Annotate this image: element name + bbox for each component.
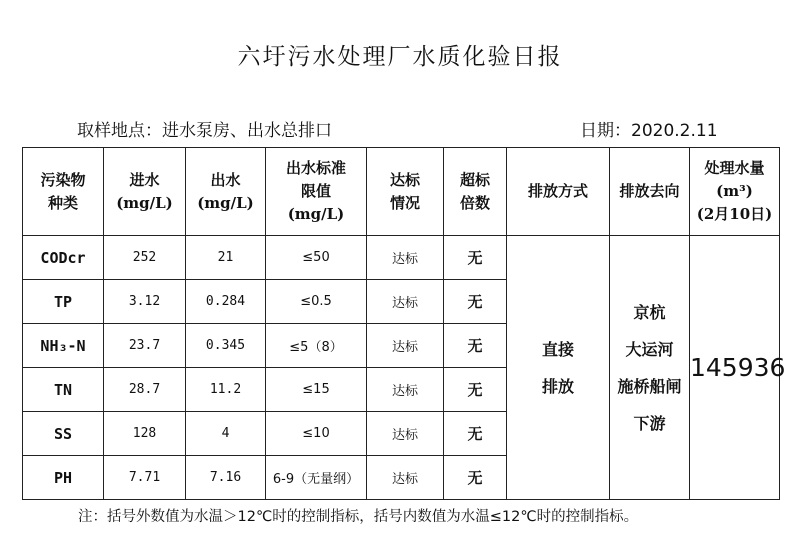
inflow-cell: 7.71 xyxy=(104,456,186,500)
outflow-cell: 0.345 xyxy=(186,324,266,368)
standard-cell: ≤5（8） xyxy=(266,324,367,368)
water-quality-table xyxy=(22,147,786,500)
exceed-cell: 无 xyxy=(444,280,507,324)
discharge-destination-line1: 京杭 xyxy=(633,302,666,322)
standard-cell: ≤10 xyxy=(266,412,367,456)
report-date: 日期：2020.2.11 xyxy=(580,121,718,141)
discharge-method-line2: 排放 xyxy=(541,376,574,396)
footnote: 注：括号外数值为水温＞12℃时的控制指标，括号内数值为水温≤12℃时的控制指标。 xyxy=(78,509,639,525)
header-exceed-line1: 超标 xyxy=(459,170,490,189)
header-standard xyxy=(266,148,367,236)
header-pollutant xyxy=(23,148,104,236)
standard-cell: 6-9（无量纲） xyxy=(266,456,367,500)
exceed-cell: 无 xyxy=(444,412,507,456)
table-row xyxy=(23,236,780,280)
header-compliance-line2: 情况 xyxy=(389,193,420,212)
standard-cell: ≤50 xyxy=(266,236,367,280)
header-exceed xyxy=(444,148,507,236)
pollutant-cell: PH xyxy=(23,456,104,500)
header-pollutant-line1: 污染物 xyxy=(40,170,86,189)
header-volume-line3: (2月10日) xyxy=(696,205,773,223)
treated-volume-cell: 145936 xyxy=(690,236,780,500)
inflow-cell: 128 xyxy=(104,412,186,456)
compliance-cell: 达标 xyxy=(367,324,444,368)
exceed-cell: 无 xyxy=(444,368,507,412)
sampling-location: 取样地点：进水泵房、出水总排口 xyxy=(77,121,332,141)
header-outflow-line1: 出水 xyxy=(210,170,241,189)
outflow-cell: 21 xyxy=(186,236,266,280)
discharge-destination-line4: 下游 xyxy=(633,413,666,433)
compliance-cell: 达标 xyxy=(367,412,444,456)
compliance-cell: 达标 xyxy=(367,368,444,412)
header-volume xyxy=(690,148,780,236)
header-pollutant-line2: 种类 xyxy=(47,193,78,212)
inflow-cell: 28.7 xyxy=(104,368,186,412)
header-exceed-line2: 倍数 xyxy=(459,193,490,212)
standard-cell: ≤0.5 xyxy=(266,280,367,324)
outflow-cell: 11.2 xyxy=(186,368,266,412)
pollutant-cell: CODcr xyxy=(23,236,104,280)
header-volume-line2: (m³) xyxy=(716,182,753,200)
header-inflow-line1: 进水 xyxy=(129,170,160,189)
header-volume-line1: 处理水量 xyxy=(704,159,765,177)
inflow-cell: 23.7 xyxy=(104,324,186,368)
outflow-cell: 0.284 xyxy=(186,280,266,324)
header-standard-line2: 限值 xyxy=(300,182,331,200)
header-inflow-line2: (mg/L) xyxy=(116,193,173,212)
header-destination: 排放去向 xyxy=(610,148,690,236)
pollutant-cell: TN xyxy=(23,368,104,412)
header-standard-line3: (mg/L) xyxy=(287,205,345,223)
inflow-cell: 252 xyxy=(104,236,186,280)
exceed-cell: 无 xyxy=(444,324,507,368)
header-compliance xyxy=(367,148,444,236)
compliance-cell: 达标 xyxy=(367,236,444,280)
header-inflow xyxy=(104,148,186,236)
outflow-cell: 4 xyxy=(186,412,266,456)
header-compliance-line1: 达标 xyxy=(389,170,420,189)
inflow-cell: 3.12 xyxy=(104,280,186,324)
report-title: 六圩污水处理厂水质化验日报 xyxy=(237,44,563,70)
header-outflow-line2: (mg/L) xyxy=(197,193,254,212)
standard-cell: ≤15 xyxy=(266,368,367,412)
discharge-destination-line3: 施桥船闸 xyxy=(617,376,682,396)
exceed-cell: 无 xyxy=(444,456,507,500)
compliance-cell: 达标 xyxy=(367,280,444,324)
header-outflow xyxy=(186,148,266,236)
discharge-method-cell xyxy=(507,236,610,500)
discharge-destination-line2: 大运河 xyxy=(625,339,674,359)
outflow-cell: 7.16 xyxy=(186,456,266,500)
pollutant-cell: SS xyxy=(23,412,104,456)
exceed-cell: 无 xyxy=(444,236,507,280)
pollutant-cell: NH₃-N xyxy=(23,324,104,368)
header-row xyxy=(23,148,780,236)
discharge-method-line1: 直接 xyxy=(541,339,574,359)
header-method: 排放方式 xyxy=(507,148,610,236)
header-standard-line1: 出水标准 xyxy=(285,159,346,177)
discharge-destination-cell xyxy=(610,236,690,500)
pollutant-cell: TP xyxy=(23,280,104,324)
compliance-cell: 达标 xyxy=(367,456,444,500)
